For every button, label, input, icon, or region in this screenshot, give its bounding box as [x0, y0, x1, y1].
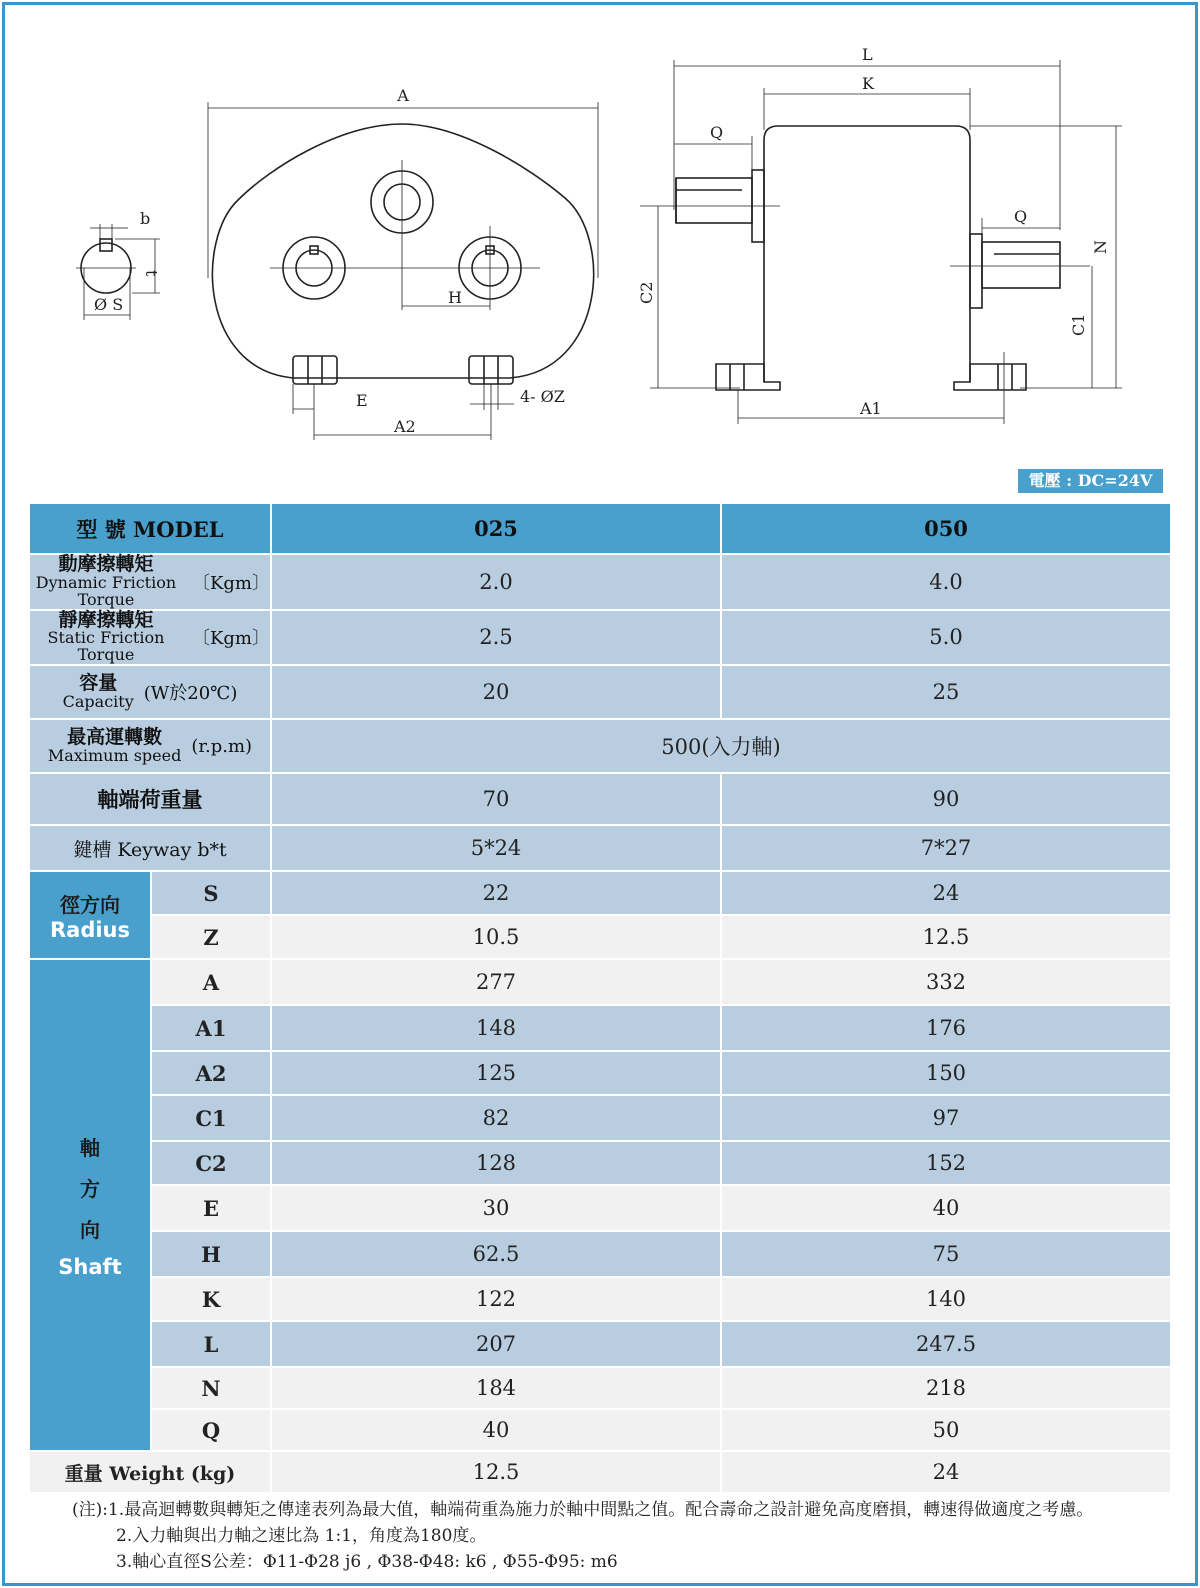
table-cell: 122 — [271, 1277, 721, 1321]
dim-label-N: N — [1091, 240, 1110, 254]
weight-label: 重量 Weight (kg) — [29, 1451, 271, 1493]
dim-label-C2: C2 — [637, 281, 656, 304]
table-cell: 5.0 — [721, 610, 1171, 666]
row-L — [29, 1321, 1171, 1367]
table-cell: 125 — [271, 1051, 721, 1095]
capacity-unit: (W於20℃) — [143, 683, 238, 705]
table-cell: 277 — [271, 959, 721, 1005]
param-key: C1 — [151, 1095, 271, 1141]
table-cell: 207 — [271, 1321, 721, 1367]
table-cell: 12.5 — [721, 915, 1171, 959]
table-cell: 176 — [721, 1005, 1171, 1051]
param-key: N — [151, 1367, 271, 1409]
param-key: E — [151, 1185, 271, 1231]
footnote-1: (注):1.最高迴轉數與轉矩之傳達表列為最大值，軸端荷重為施力於軸中間點之值。配合壽命之設計避免高度磨損，轉速得做適度之考慮。 — [72, 1500, 1094, 1520]
dim-label-C1: C1 — [1069, 313, 1088, 336]
table-cell: 24 — [721, 1451, 1171, 1493]
param-key: C2 — [151, 1141, 271, 1185]
voltage-badge: 電壓 : DC=24V — [1018, 469, 1163, 493]
row-Z — [29, 915, 1171, 959]
row-Q — [29, 1409, 1171, 1451]
table-cell: 24 — [721, 871, 1171, 915]
table-cell: 184 — [271, 1367, 721, 1409]
model-050: 050 — [721, 503, 1171, 554]
row-E — [29, 1185, 1171, 1231]
row-capacity — [29, 665, 1171, 719]
dim-label-S: Ø S — [94, 295, 124, 314]
table-cell: 30 — [271, 1185, 721, 1231]
table-cell: 152 — [721, 1141, 1171, 1185]
row-keyway — [29, 825, 1171, 871]
side-view — [640, 60, 1122, 424]
table-cell: 332 — [721, 959, 1171, 1005]
table-cell: 50 — [721, 1409, 1171, 1451]
row-N — [29, 1367, 1171, 1409]
param-key: H — [151, 1231, 271, 1277]
row-H — [29, 1231, 1171, 1277]
dim-label-E: E — [356, 391, 368, 410]
table-cell: 25 — [721, 665, 1171, 719]
row-A — [29, 959, 1171, 1005]
radius-group-label: 徑方向 Radius — [29, 871, 151, 959]
dim-label-Q-top: Q — [710, 123, 724, 142]
footnote-2: 2.入力軸與出力軸之速比為 1:1，角度為180度。 — [116, 1526, 487, 1546]
table-cell: 12.5 — [271, 1451, 721, 1493]
table-cell: 2.0 — [271, 554, 721, 610]
row-A1 — [29, 1005, 1171, 1051]
table-cell: 2.5 — [271, 610, 721, 666]
footnotes — [72, 1497, 1182, 1575]
capacity-en: Capacity — [62, 691, 134, 711]
table-cell: 20 — [271, 665, 721, 719]
table-cell: 4.0 — [721, 554, 1171, 610]
dim-label-A: A — [397, 86, 409, 105]
row-weight — [29, 1451, 1171, 1493]
row-C1 — [29, 1095, 1171, 1141]
table-cell: 7*27 — [721, 825, 1171, 871]
table-cell: 140 — [721, 1277, 1171, 1321]
row-K — [29, 1277, 1171, 1321]
param-key: A2 — [151, 1051, 271, 1095]
header-row — [29, 503, 1171, 554]
table-cell: 150 — [721, 1051, 1171, 1095]
static-torque-unit: 〔Kgm〕 — [191, 628, 270, 650]
param-key: A — [151, 959, 271, 1005]
max-speed-unit: (r.p.m) — [191, 735, 253, 757]
static-torque-cn: 靜摩擦轉矩 — [58, 608, 154, 631]
table-cell: 5*24 — [271, 825, 721, 871]
dim-label-L: L — [862, 45, 873, 64]
dynamic-torque-en: Dynamic Friction Torque — [35, 572, 177, 609]
param-key: Z — [151, 915, 271, 959]
dim-label-A1: A1 — [860, 399, 882, 418]
row-A2 — [29, 1051, 1171, 1095]
dim-label-Q-right: Q — [1014, 207, 1028, 226]
keyway-label: 鍵槽 Keyway b*t — [29, 825, 271, 871]
shaft-group-label: 軸 方 向 Shaft — [29, 959, 151, 1451]
footnote-3: 3.軸心直徑S公差：Φ11-Φ28 j6 , Φ38-Φ48: k6 , Φ55-Φ95: m6 — [116, 1552, 618, 1572]
table-cell: 10.5 — [271, 915, 721, 959]
dynamic-torque-cn: 動摩擦轉矩 — [58, 553, 154, 575]
dynamic-torque-unit: 〔Kgm〕 — [191, 572, 270, 594]
model-025: 025 — [271, 503, 721, 554]
spec-table — [28, 502, 1172, 1494]
param-key: K — [151, 1277, 271, 1321]
param-key: L — [151, 1321, 271, 1367]
table-cell: 247.5 — [721, 1321, 1171, 1367]
shaft-load-label: 軸端荷重量 — [29, 773, 271, 825]
capacity-cn: 容量 — [79, 671, 118, 694]
row-max-speed — [29, 719, 1171, 773]
max-speed-en: Maximum speed — [47, 745, 182, 765]
row-S — [29, 871, 1171, 915]
table-cell: 82 — [271, 1095, 721, 1141]
model-label: 型 號 MODEL — [29, 503, 271, 554]
param-key: S — [151, 871, 271, 915]
table-cell: 97 — [721, 1095, 1171, 1141]
dim-label-A2: A2 — [394, 417, 416, 436]
max-speed-value: 500(入力軸) — [271, 719, 1171, 773]
table-cell: 128 — [271, 1141, 721, 1185]
table-cell: 90 — [721, 773, 1171, 825]
dim-label-H: H — [448, 288, 462, 307]
max-speed-cn: 最高運轉數 — [67, 725, 163, 748]
dim-label-t: t — [142, 270, 161, 277]
dim-label-b: b — [140, 209, 151, 228]
row-static-torque — [29, 610, 1171, 666]
table-cell: 218 — [721, 1367, 1171, 1409]
dim-label-K: K — [862, 74, 874, 93]
row-shaft-load — [29, 773, 1171, 825]
table-cell: 75 — [721, 1231, 1171, 1277]
table-cell: 40 — [721, 1185, 1171, 1231]
technical-drawing — [0, 0, 1200, 470]
table-cell: 70 — [271, 773, 721, 825]
static-torque-en: Static Friction Torque — [47, 628, 165, 665]
row-C2 — [29, 1141, 1171, 1185]
table-cell: 22 — [271, 871, 721, 915]
table-cell: 62.5 — [271, 1231, 721, 1277]
param-key: A1 — [151, 1005, 271, 1051]
param-key: Q — [151, 1409, 271, 1451]
row-dynamic-torque — [29, 554, 1171, 610]
table-cell: 40 — [271, 1409, 721, 1451]
dim-label-Z: 4- ØZ — [520, 387, 565, 406]
table-cell: 148 — [271, 1005, 721, 1051]
